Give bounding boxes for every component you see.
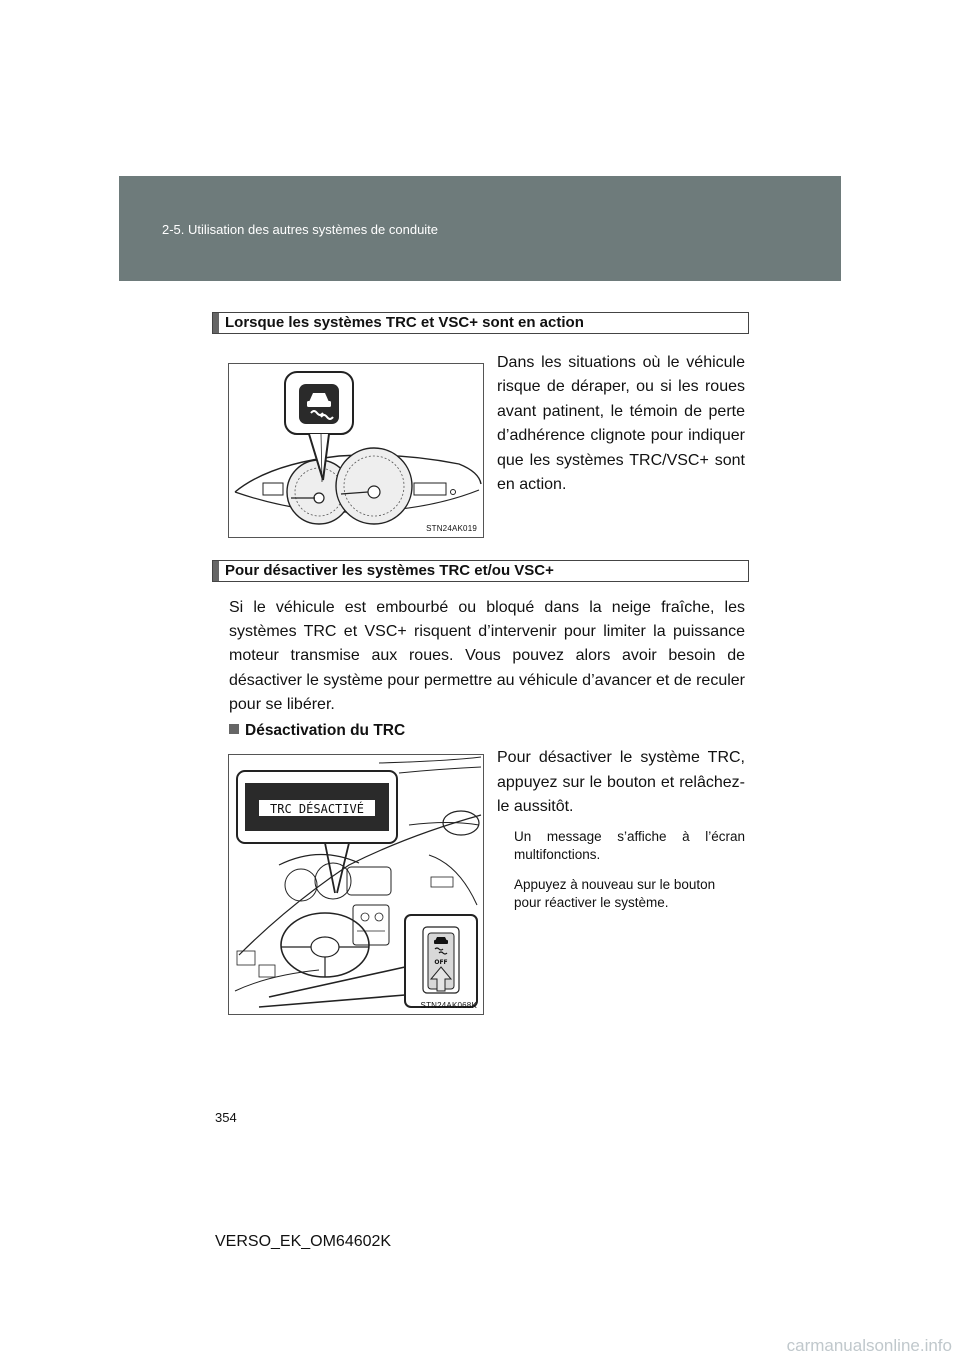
- figure-code-2: STN24AK068K: [420, 1001, 477, 1010]
- note-message-display: Un message s’affiche à l’écran multifonctions.: [514, 829, 745, 862]
- page-number: 354: [215, 1110, 237, 1125]
- section-title-trc-vsc-action: Lorsque les systèmes TRC et VSC+ sont en action: [212, 312, 749, 334]
- disable-intro-text: Si le véhicule est embourbé ou bloqué dans la neige fraîche, les systèmes TRC et VSC+ risquent d’intervenir pour limiter la puissance moteur transmise aux roues. Vous pouvez alors avoir besoin de désactiver le système pour permettre au véhicule d’avancer et de reculer pour se libérer.: [229, 599, 745, 713]
- header-band: [119, 176, 841, 281]
- document-code: VERSO_EK_OM64602K: [215, 1233, 392, 1250]
- figure-instrument-cluster: [228, 363, 484, 538]
- trc-vsc-action-text: Dans les situations où le véhicule risque de déraper, ou si les roues avant patinent, le témoin de perte d’adhérence clignote pour indiquer que les systèmes TRC/VSC+ sont en action.: [497, 354, 745, 494]
- trc-off-instruction: Pour désactiver le système TRC, appuyez sur le bouton et relâchez-le aussitôt.: [497, 749, 745, 815]
- subsection-title: Désactivation du TRC: [229, 722, 405, 740]
- figure-trc-off: [228, 754, 484, 1015]
- chapter-title: 2-5. Utilisation des autres systèmes de conduite: [162, 222, 439, 237]
- figure-code: STN24AK019: [426, 524, 477, 533]
- section-title-disable: Pour désactiver les systèmes TRC et/ou VSC+: [212, 560, 749, 582]
- trc-off-message: TRC DÉSACTIVÉ: [270, 802, 364, 816]
- square-bullet-icon: [229, 724, 239, 734]
- watermark-link[interactable]: carmanualsonline.info: [786, 1336, 952, 1355]
- note-reactivate: Appuyez à nouveau sur le bouton pour réactiver le système.: [514, 877, 716, 910]
- off-label: OFF: [434, 959, 448, 966]
- dashboard-illustration: [229, 755, 483, 1014]
- instrument-cluster-illustration: [229, 364, 483, 537]
